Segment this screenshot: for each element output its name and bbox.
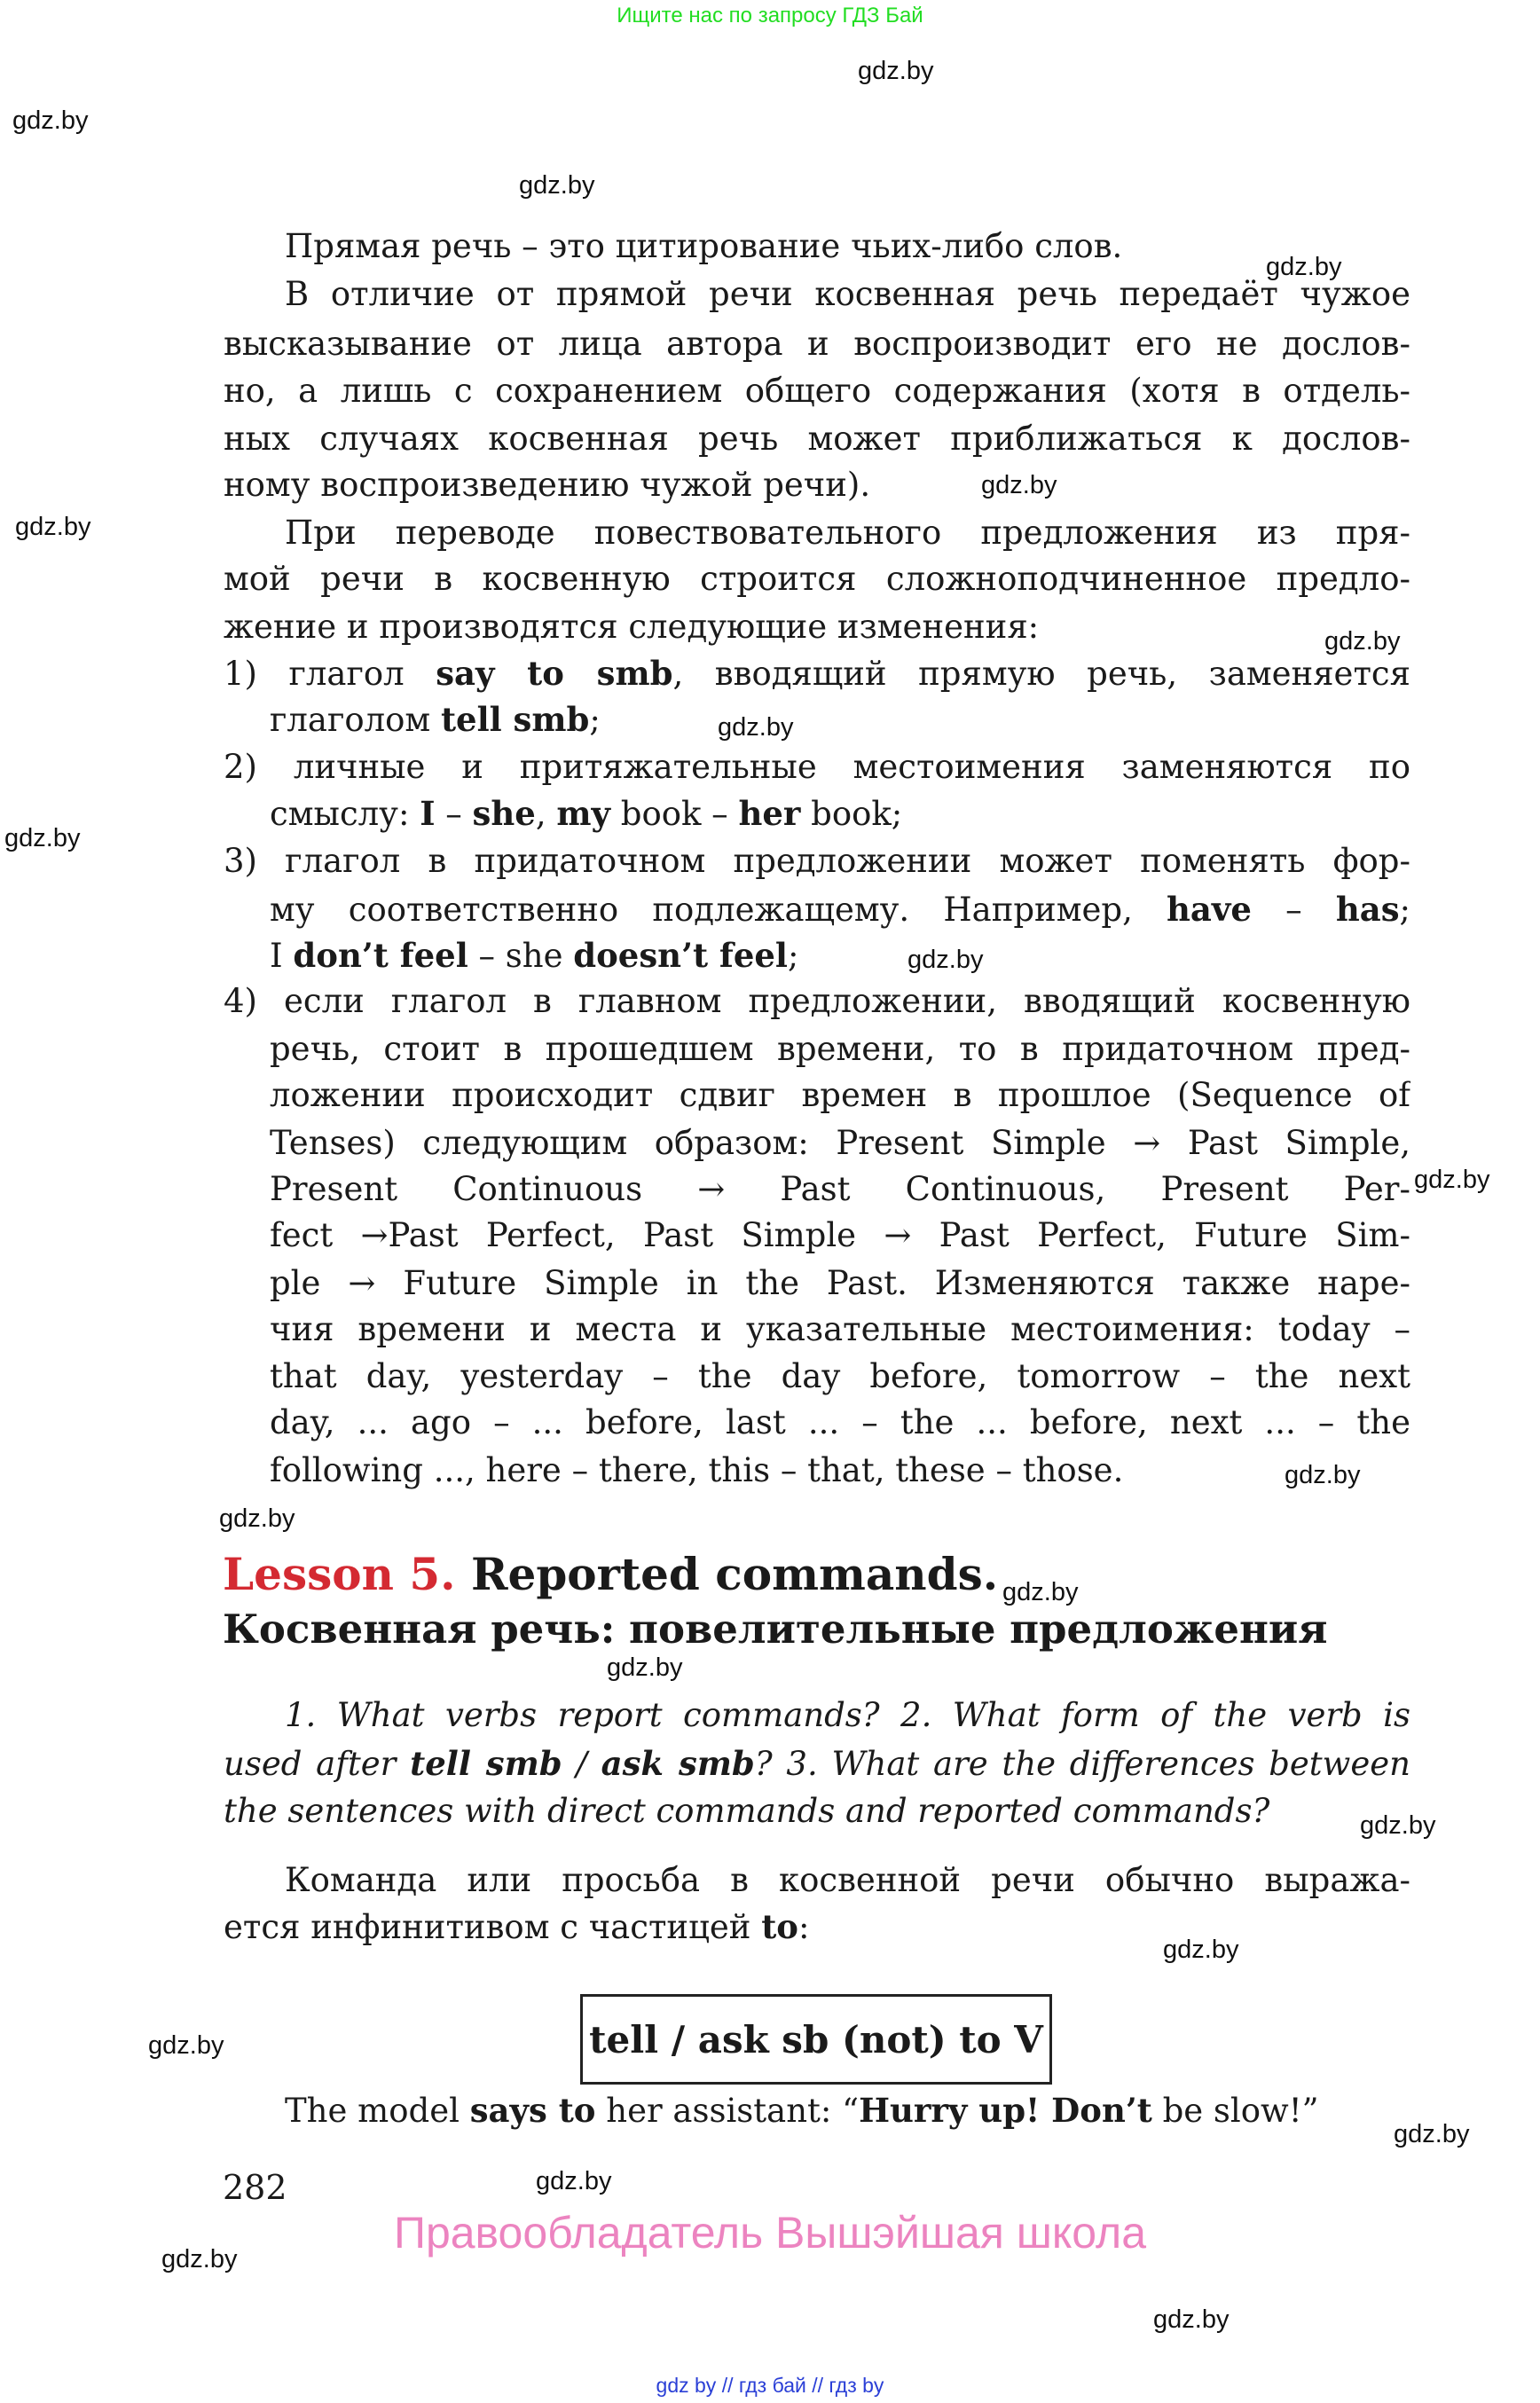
text-run: 3) глагол в придаточном предложении может поменять фор- [224,842,1410,880]
text-run: fect →Past Perfect, Past Simple → Past Perfect, Future Sim- [270,1216,1410,1254]
gdz-watermark: gdz.by [519,171,595,200]
text-run: book – [610,795,739,833]
text-run: used after [224,1745,411,1783]
bold-term: don’t feel [293,936,468,975]
bold-term: I [420,794,436,833]
text-line [270,935,798,977]
text-line [270,699,601,741]
lesson-title [223,1548,998,1600]
gdz-watermark: gdz.by [1266,253,1342,281]
text-run: но, а лишь с сохранением общего содержания (хотя в отдель- [224,372,1410,410]
lesson-subtitle: Косвенная речь: повелительные предложения [223,1606,1328,1653]
text-line [224,324,1410,365]
text-run: Команда или просьба в косвенной речи обычно выража- [285,1861,1410,1899]
bold-term: doesn’t feel [573,936,788,975]
gdz-watermark: gdz.by [1324,627,1401,656]
text-line [224,747,1410,788]
text-run: following ..., here – there, this – that, these – those. [270,1451,1124,1489]
text-run: мой речи в косвенную строится сложноподчиненное предло- [224,560,1410,598]
text-line [224,559,1410,600]
text-run: ется инфинитивом с частицей [224,1908,762,1946]
text-run: му соответственно подлежащему. Например, [270,891,1167,929]
text-run: 1) глагол [224,655,436,693]
text-run: 2) личные и притяжательные местоимения заменяются по [224,748,1410,786]
text-run: глаголом [270,701,441,739]
text-line [224,419,1410,459]
text-run: be slow!” [1151,2092,1319,2130]
gdz-watermark: gdz.by [1285,1461,1361,1489]
bold-term: say to smb [436,654,673,693]
text-line [285,1860,1410,1901]
gdz-watermark: gdz.by [4,824,81,852]
text-line [270,889,1410,930]
text-line [285,2090,1318,2132]
lesson-number: Lesson 5. [223,1548,456,1600]
text-run: ple → Future Simple in the Past. Изменяются также наре- [270,1264,1410,1302]
text-run: / [562,1745,601,1783]
text-run: Tenses) следующим образом: Present Simple → Past Simple, [270,1124,1410,1162]
text-run: чия времени и места и указательные местоимения: today – [270,1310,1410,1348]
text-run: – [435,795,473,833]
text-run: The model [285,2092,470,2130]
gdz-watermark: gdz.by [908,946,984,974]
text-run: смыслу: [270,795,420,833]
gdz-watermark: gdz.by [15,513,91,541]
gdz-watermark: gdz.by [12,106,89,135]
text-line [285,1695,1410,1736]
bold-term: says to [469,2091,596,2130]
text-run: ? 3. What are the differences between [754,1745,1410,1783]
bold-term: my [556,794,610,833]
text-line [285,513,1410,554]
text-run: her assistant: “ [595,2092,860,2130]
gdz-watermark: gdz.by [148,2031,224,2060]
text-line [270,793,902,835]
text-line [270,1309,1410,1350]
gdz-watermark: gdz.by [718,713,794,742]
text-run: В отличие от прямой речи косвенная речь передаёт чужое [285,275,1410,313]
formula-text: tell / ask sb (not) to V [589,2017,1043,2061]
text-run: При переводе повествовательного предложения из пря- [285,514,1410,552]
text-line [285,226,1122,267]
text-run: 4) если глагол в главном предложении, вводящий косвенную [224,982,1410,1020]
text-run: ; [787,937,799,975]
text-run: that day, yesterday – the day before, tomorrow – the next [270,1357,1410,1395]
text-run: высказывание от лица автора и воспроизводит его не дослов- [224,325,1410,363]
text-run: 1. What verbs report commands? 2. What form of the verb is [285,1696,1410,1734]
text-line [224,607,1039,648]
text-run: жение и производятся следующие изменения: [224,608,1040,646]
text-line [270,1263,1410,1304]
gdz-watermark: gdz.by [607,1653,683,1682]
top-search-note: Ищите нас по запросу ГДЗ Бай [617,4,923,27]
bold-term: have [1167,890,1252,929]
text-line [270,1169,1410,1210]
text-run: , [535,795,557,833]
bold-term: has [1335,890,1400,929]
bottom-site-links: gdz by // гдз бай // гдз by [656,2374,884,2397]
gdz-watermark: gdz.by [858,57,934,85]
text-line [270,1123,1410,1164]
gdz-watermark: gdz.by [219,1504,295,1533]
text-run: ; [589,701,601,739]
bold-term: her [738,794,801,833]
gdz-watermark: gdz.by [1163,1936,1239,1964]
text-line [270,1450,1123,1491]
text-run: : [798,1908,810,1946]
text-line [224,653,1410,694]
text-line [224,841,1410,882]
text-run: речь, стоит в прошедшем времени, то в придаточном пред- [270,1030,1410,1068]
text-run: , вводящий прямую речь, заменяется [672,655,1410,693]
bold-term: tell smb [440,700,590,739]
text-line [270,1402,1410,1443]
formula-box [580,1994,1052,2085]
text-run: Прямая речь – это цитирование чьих-либо слов. [285,227,1123,265]
gdz-watermark: gdz.by [1414,1166,1490,1194]
text-run: the sentences with direct commands and reported commands? [224,1792,1270,1830]
page-number: 282 [223,2168,287,2207]
gdz-watermark: gdz.by [536,2167,612,2195]
text-line [285,274,1410,315]
gdz-watermark: gdz.by [1153,2305,1230,2334]
text-run: ; [1399,891,1410,929]
text-line [270,1215,1410,1256]
text-line [270,1029,1410,1070]
text-line [224,465,870,506]
text-run: ных случаях косвенная речь может приближаться к дослов- [224,420,1410,458]
text-line [224,1791,1269,1832]
text-line [224,371,1410,412]
text-line [270,1356,1410,1397]
text-line [224,1906,809,1948]
gdz-watermark: gdz.by [161,2245,238,2273]
text-run: – [1251,891,1336,929]
bold-term: Hurry up! Don’t [859,2091,1152,2130]
gdz-watermark: gdz.by [981,471,1057,499]
copyright-owner-note: Правообладатель Вышэйшая школа [394,2208,1146,2258]
bold-term: to [761,1907,798,1946]
text-run: book; [800,795,903,833]
bold-term: tell smb [410,1744,562,1783]
text-line [224,981,1410,1022]
text-run: Present Continuous → Past Continuous, Present Per- [270,1170,1410,1208]
bold-term: she [472,794,536,833]
text-run: I [270,937,294,975]
text-run: – she [468,937,574,975]
lesson-title-text: Reported commands. [455,1548,999,1600]
text-line [224,1743,1410,1784]
gdz-watermark: gdz.by [1002,1578,1079,1606]
bold-term: ask smb [601,1744,755,1783]
gdz-watermark: gdz.by [1394,2120,1470,2148]
gdz-watermark: gdz.by [1360,1811,1436,1840]
text-run: ному воспроизведению чужой речи). [224,466,871,504]
text-run: ложении происходит сдвиг времен в прошлое (Sequence of [270,1076,1410,1114]
text-line [270,1075,1410,1116]
text-run: day, ... ago – ... before, last ... – the ... before, next ... – the [270,1403,1410,1441]
